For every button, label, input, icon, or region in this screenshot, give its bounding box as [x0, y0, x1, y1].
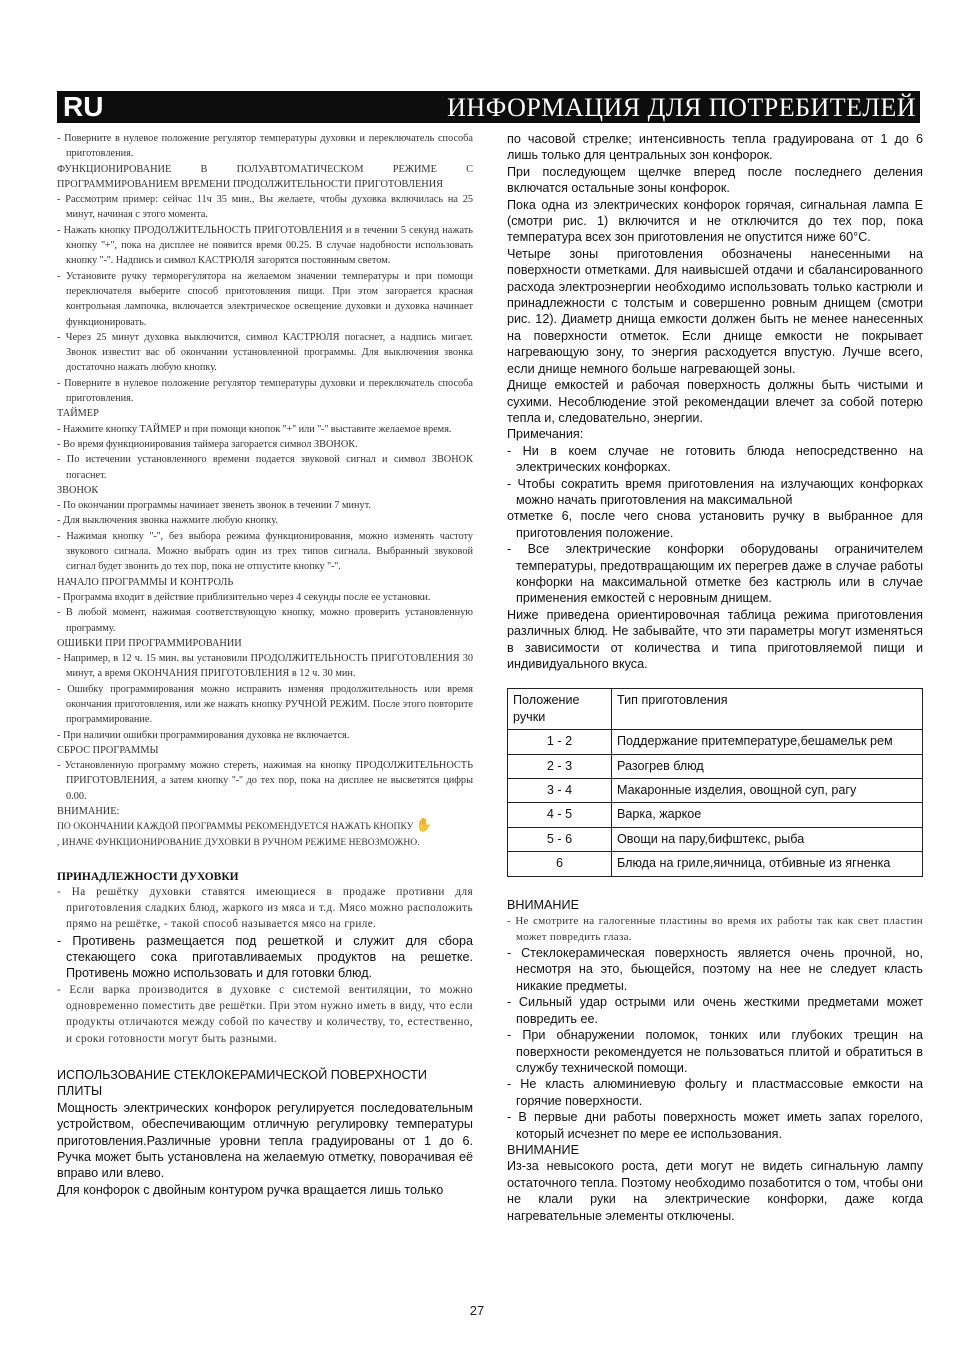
- table-header-cell: Тип приготовления: [612, 689, 923, 730]
- table-cell: 4 - 5: [508, 803, 612, 827]
- warning-heading: ВНИМАНИЕ: [507, 1142, 579, 1157]
- table-row: [508, 852, 923, 876]
- cooking-table: [507, 688, 923, 876]
- table-cell: Блюда на гриле,яичница, отбивные из ягненка: [612, 852, 923, 876]
- table-header-cell: Положение ручки: [508, 689, 612, 730]
- paragraph: Для конфорок с двойным контуром ручка вращается лишь только: [57, 1182, 444, 1197]
- paragraph: - По истечении установленного времени подается звуковой сигнал и символ ЗВОНОК погаснет.: [57, 454, 473, 481]
- paragraph: - Программа входит в действие приблизительно через 4 секунды после ее установки.: [57, 591, 431, 603]
- warning-heading: ВНИМАНИЕ: [507, 897, 579, 912]
- paragraph: - Например, в 12 ч. 15 мин. вы установили ПРОДОЛЖИТЕЛЬНОСТЬ ПРИГОТОВЛЕНИЯ 30 минут, а время ОКОНЧАНИЯ ПРИГОТОВЛЕНИЯ в 12 ч. 30 мин.: [57, 653, 473, 680]
- paragraph: - Ошибку программирования можно исправить изменяя продолжительность или время окончания приготовления, или же нажать кнопку РУЧНОЙ РЕЖИМ. После этого повторите программирование.: [57, 683, 473, 726]
- paragraph: Днище емкостей и рабочая поверхность должны быть чистыми и сухими. Несоблюдение этой рекомендации влечет за собой потерю тепла и, следовательно, энергии.: [507, 378, 923, 425]
- paragraph: - Если варка производится в духовке с системой вентиляции, то можно одновременно поместить две решётки. При этом нужно иметь в виду, что если продукты отличаются между собой по качеству и количеству, то, естественно, и сроки готовности могут быть разными.: [57, 983, 473, 1045]
- paragraph: Четыре зоны приготовления обозначены нанесенными на поверхности отметками. Для наивысшей отдачи и сбалансированного расхода электроэнергии необходимо использовать только кастрюли и принадлежности с толстым и совершенно ровным днищем (смотри рис. 12). Диаметр днища емкости должен быть не менее нанесенных на поверхности отметок. Если днище емкости не покрывает нагревающую зону, то энергия расходуется впустую. Лучше всего, если днище немного больше нагревающей зоны.: [507, 246, 923, 376]
- page-number: 27: [469, 1303, 485, 1318]
- warning-text-end: , ИНАЧЕ ФУНКЦИОНИРОВАНИЕ ДУХОВКИ В РУЧНОМ РЕЖИМЕ НЕВОЗМОЖНО.: [57, 836, 420, 848]
- paragraph: - Нажимая кнопку ''-'', без выбора режима функционирования, можно изменять частоту звукового сигнала. Можно выбрать один из трех типов сигнала. Выбранный звуковой сигнал будет звонить до тех пор, пока не отпустите кнопку ''-''.: [57, 530, 473, 573]
- section-heading-glass-ceramic: ИСПОЛЬЗОВАНИЕ СТЕКЛОКЕРАМИЧЕСКОЙ ПОВЕРХНОСТИ ПЛИТЫ: [57, 1068, 427, 1099]
- paragraph: - Рассмотрим пример: сейчас 11ч 35 мин., Вы желаете, чтобы духовка включилась на 25 минут, начиная с этого момента.: [57, 194, 473, 221]
- notes-heading: Примечания:: [507, 427, 584, 442]
- table-cell: 1 - 2: [508, 730, 612, 754]
- paragraph: При последующем щелчке вперед после последнего деления включатся остальные зоны конфорок.: [507, 164, 923, 196]
- section-heading: ОШИБКИ ПРИ ПРОГРАММИРОВАНИИ: [57, 637, 242, 649]
- warning-text-start: ПО ОКОНЧАНИИ КАЖДОЙ ПРОГРАММЫ РЕКОМЕНДУЕТСЯ НАЖАТЬ КНОПКУ: [57, 821, 414, 833]
- paragraph: - Противень размещается под решеткой и служит для сбора стекающего сока приготавливаемых продуктов на решетке. Противень можно использовать и для готовки блюд.: [57, 933, 473, 981]
- paragraph: - Поверните в нулевое положение регулятор температуры духовки и переключатель способа приготовления.: [57, 133, 473, 160]
- paragraph: Из-за невысокого роста, дети могут не видеть сигнальную лампу остаточного тепла. Поэтому необходимо позаботится о том, чтобы они не клали руки на электрические конфорки, даже когда нагревательные элементы отключены.: [507, 1159, 923, 1223]
- paragraph: - Чтобы сократить время приготовления на излучающих конфорках можно начать приготовления на максимальной: [507, 476, 923, 507]
- section-heading-accessories: ПРИНАДЛЕЖНОСТИ ДУХОВКИ: [57, 870, 239, 883]
- table-cell: Макаронные изделия, овощной суп, рагу: [612, 779, 923, 803]
- table-row: [508, 803, 923, 827]
- paragraph: - Для выключения звонка нажмите любую кнопку.: [57, 515, 278, 527]
- page-title: ИНФОРМАЦИЯ ДЛЯ ПОТРЕБИТЕЛЕЙ: [447, 93, 916, 122]
- paragraph: Пока одна из электрических конфорок горячая, сигнальная лампа E (смотри рис. 1) включится и не отключится до тех пор, пока температура всех зон приготовления не опустится ниже 60°C.: [507, 197, 923, 245]
- paragraph: отметке 6, после чего снова установить ручку в выбранное для приготовления положение.: [507, 509, 923, 540]
- paragraph: - При обнаружении поломок, тонких или глубоких трещин на поверхности рекомендуется не пользоваться плитой и обратиться в службу технической помощи.: [507, 1028, 923, 1075]
- table-row: [508, 730, 923, 754]
- paragraph: - На решётку духовки ставятся имеющиеся в продаже противни для приготовления сладких блюд, жаркого из мяса и т.д. Мясо можно расположить прямо на решётке, - такой способ называется мясо на гриле.: [57, 886, 473, 930]
- paragraph: - В первые дни работы поверхность может иметь запах горелого, который исчезнет по мере ее использования.: [507, 1110, 923, 1141]
- paragraph: - Стеклокерамическая поверхность является очень прочной, но, несмотря на это, бьющейся, поэтому на нее не следует класть никакие предметы.: [507, 946, 923, 993]
- table-row: [508, 827, 923, 851]
- table-row: [508, 779, 923, 803]
- paragraph: - По окончании программы начинает звенеть звонок в течении 7 минут.: [57, 500, 372, 512]
- table-header-row: [508, 689, 923, 730]
- table-cell: 5 - 6: [508, 827, 612, 851]
- paragraph: - Нажать кнопку ПРОДОЛЖИТЕЛЬНОСТЬ ПРИГОТОВЛЕНИЯ и в течении 5 секунд нажать кнопку ''+'', пока на дисплее не появится время 00.25. В случае надобности использовать кнопку ''-''. Надпись и символ КАСТРЮЛЯ загорятся постоянным светом.: [57, 224, 473, 267]
- paragraph: - Во время функционирования таймера загорается символ ЗВОНОК.: [57, 438, 358, 450]
- paragraph: - Все электрические конфорки оборудованы ограничителем температуры, предотвращающим их перегрев даже в случае работы конфорки на максимальной отметке без кастрюль или в случае применения емкостей с неровным днищем.: [507, 542, 923, 606]
- warning-text: [57, 819, 473, 850]
- table-cell: Поддержание притемпературе,бешамельк рем: [612, 730, 923, 754]
- page-header: [57, 91, 920, 123]
- section-heading: ЗВОНОК: [57, 484, 99, 496]
- right-column: [507, 131, 923, 1224]
- paragraph: - Сильный удар острыми или очень жесткими предметами может повредить ее.: [507, 995, 923, 1026]
- section-heading: ФУНКЦИОНИРОВАНИЕ В ПОЛУАВТОМАТИЧЕСКОМ РЕЖИМЕ С ПРОГРАММИРОВАНИЕМ ВРЕМЕНИ ПРОДОЛЖИТЕЛЬНОСТИ ПРИГОТОВЛЕНИЯ: [57, 163, 473, 190]
- paragraph: Мощность электрических конфорок регулируется последовательным устройством, обеспечивающим отличную регулировку температуры приготовления.Различные уровни тепла градуированы от 1 до 6. Ручка может быть установлена на желаемую отметку, поворачивая её вправо или влево.: [57, 1100, 473, 1181]
- table-cell: 3 - 4: [508, 779, 612, 803]
- table-cell: Разогрев блюд: [612, 754, 923, 778]
- paragraph: Ниже приведена ориентировочная таблица режима приготовления различных блюд. Не забывайте, что эти параметры могут изменяться в зависимости от количества и типа приготовляемой пищи и индивидуального вкуса.: [507, 607, 923, 671]
- paragraph: - Нажмите кнопку ТАЙМЕР и при помощи кнопок ''+'' или ''-'' выставите желаемое время.: [57, 423, 452, 435]
- paragraph: - Установленную программу можно стереть, нажимая на кнопку ПРОДОЛЖИТЕЛЬНОСТЬ ПРИГОТОВЛЕНИЯ, а затем кнопку ''-'' до тех пор, пока на дисплее не высветятся цифры 0.00.: [57, 760, 473, 802]
- paragraph: - В любой момент, нажимая соответствующую кнопку, можно проверить установленную программу.: [57, 607, 473, 634]
- table-cell: 6: [508, 852, 612, 876]
- paragraph: - Не смотрите на галогенные пластины во время их работы так как свет пластин может повредить глаза.: [507, 915, 923, 944]
- manual-mode-hand-icon: ✋: [415, 818, 433, 834]
- paragraph: - Через 25 минут духовка выключится, символ КАСТРЮЛЯ погаснет, а надпись мигает. Звонок известит вас об окончании установленной программы. Для выключения звонка достаточно нажать любую кнопку.: [57, 331, 473, 374]
- language-code: RU: [63, 91, 104, 122]
- section-heading: ТАЙМЕР: [57, 408, 99, 420]
- table-cell: Овощи на пару,бифштекс, рыба: [612, 827, 923, 851]
- paragraph: - Установите ручку терморегулятора на желаемом значении температуры и при помощи переключателя выберите способ приготовления пищи. При этом загорается красная контрольная лампочка, включается электрическое освещение духовки и духовка начинает функционировать.: [57, 270, 473, 328]
- table-row: [508, 754, 923, 778]
- paragraph: - Не класть алюминиевую фольгу и пластмассовые емкости на горячие поверхности.: [507, 1077, 923, 1108]
- left-column: [57, 131, 473, 1198]
- section-heading: НАЧАЛО ПРОГРАММЫ И КОНТРОЛЬ: [57, 576, 234, 588]
- section-heading: СБРОС ПРОГРАММЫ: [57, 744, 159, 756]
- paragraph: по часовой стрелке; интенсивность тепла градуирована от 1 до 6 лишь только для центральных зон конфорок.: [507, 132, 923, 163]
- table-cell: 2 - 3: [508, 754, 612, 778]
- warning-heading: ВНИМАНИЕ:: [57, 806, 120, 818]
- paragraph: - При наличии ошибки программирования духовка не включается.: [57, 729, 350, 741]
- table-cell: Варка, жаркое: [612, 803, 923, 827]
- paragraph: - Поверните в нулевое положение регулятор температуры духовки и переключатель способа приготовления.: [57, 377, 473, 405]
- paragraph: - Ни в коем случае не готовить блюда непосредственно на электрических конфорках.: [507, 443, 923, 475]
